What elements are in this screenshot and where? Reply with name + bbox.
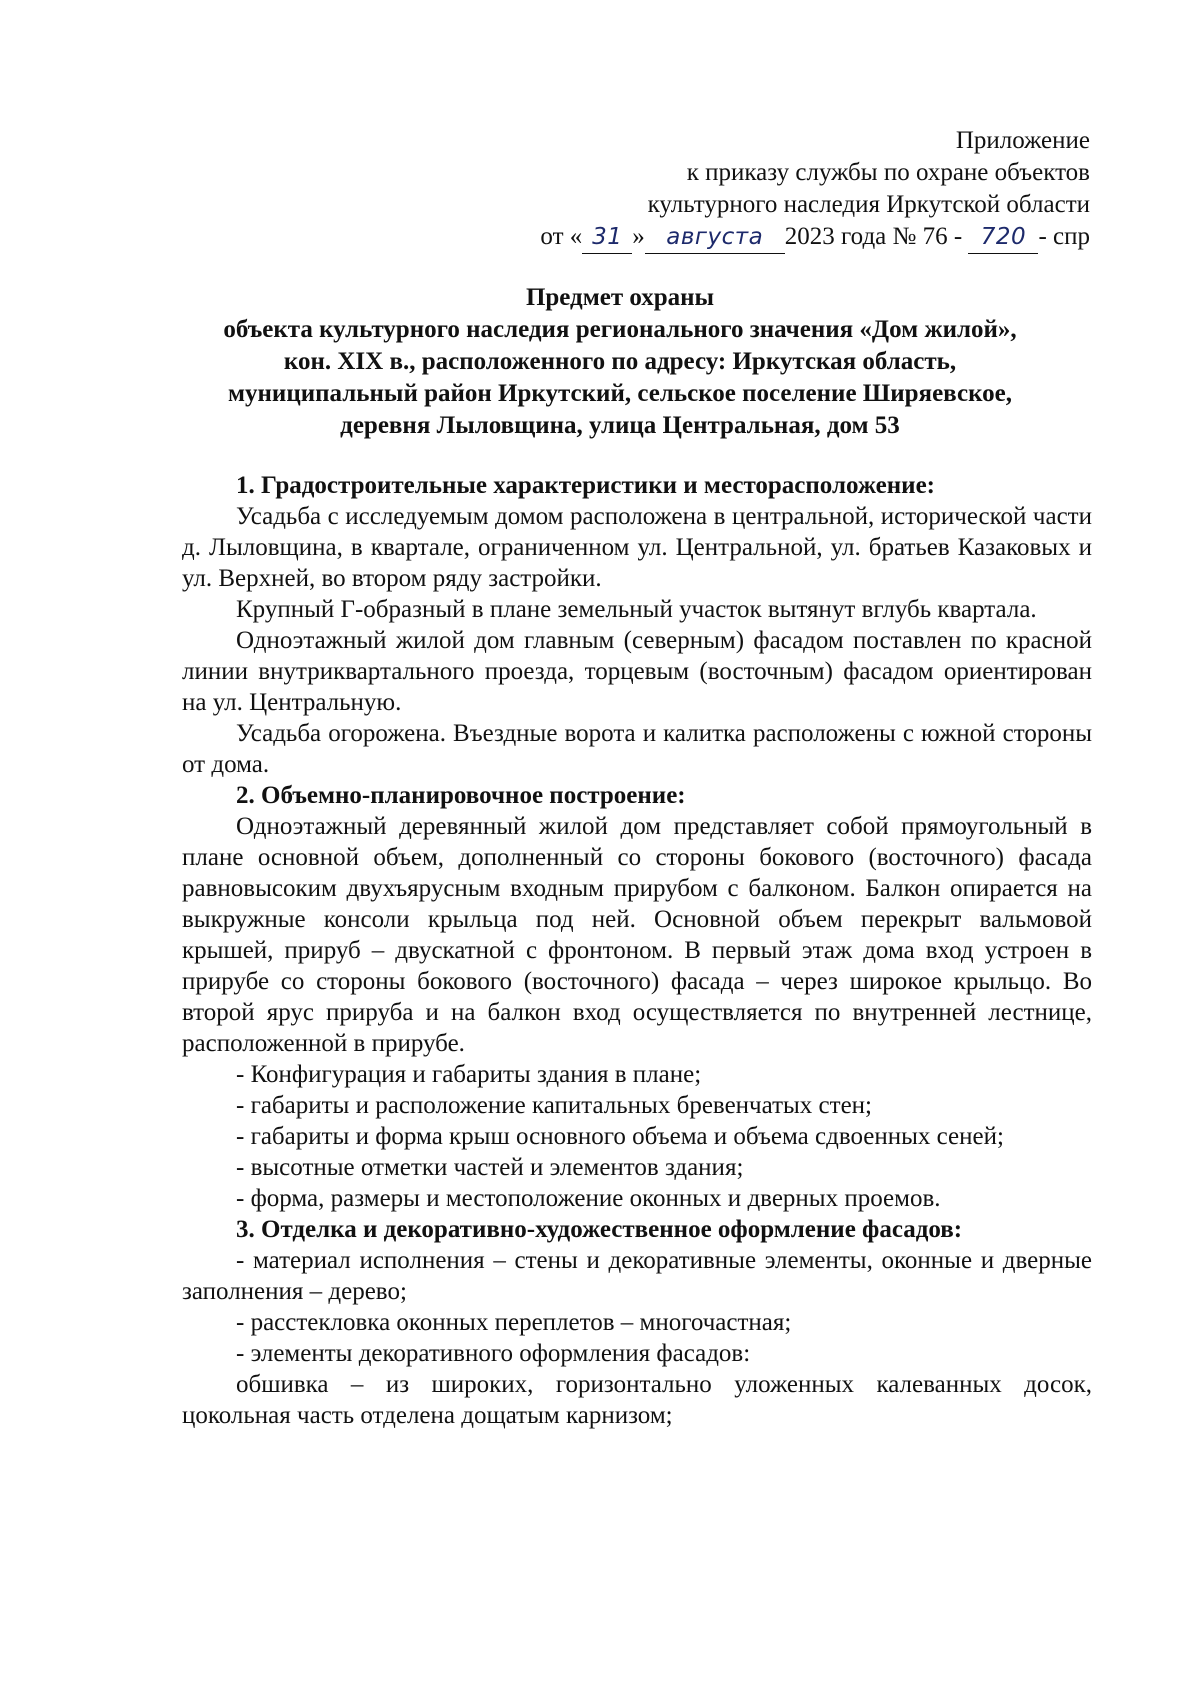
section-2-list-item: - Конфигурация и габариты здания в плане; [236, 1061, 702, 1088]
title-line-1: Предмет охраны [525, 284, 715, 311]
section-2-list-item: - высотные отметки частей и элементов здания; [236, 1154, 744, 1181]
document-title [150, 282, 1090, 442]
section-3-list-item: - элементы декоративного оформления фасадов: [236, 1340, 751, 1367]
section-1-paragraph: Усадьба с исследуемым домом расположена в центральной, исторической части д. Лыловщина, в квартале, ограниченном ул. Центральной, ул. братьев Казаковых и ул. Верхней, во втором ряду застройки. [182, 503, 1092, 592]
section-3-heading: 3. Отделка и декоративно-художественное оформление фасадов: [236, 1216, 963, 1243]
day-blank [582, 221, 632, 254]
number-suffix: - спр [1038, 223, 1090, 250]
section-1-heading: 1. Градостроительные характеристики и месторасположение: [236, 472, 935, 499]
month-blank [645, 221, 785, 254]
section-2-list-item: - габариты и форма крыш основного объема и объема сдвоенных сеней; [236, 1123, 1004, 1150]
title-line-2: объекта культурного наследия регионального значения «Дом жилой», [223, 316, 1017, 343]
section-3-paragraph: обшивка – из широких, горизонтально уложенных калеванных досок, цокольная часть отделена дощатым карнизом; [182, 1371, 1092, 1429]
number-blank [968, 221, 1038, 254]
section-2-paragraph: Одноэтажный деревянный жилой дом представляет собой прямоугольный в плане основной объем, дополненный со стороны бокового (восточного) фасада равновысоким двухъярусным входным прирубом с балконом. Балкон опирается на выкружные консоли крыльца под ней. Основной объем перекрыт вальмовой крышей, прируб – двускатной с фронтоном. В первый этаж дома вход устроен в прирубе со стороны бокового (восточного) фасада – через широкое крыльцо. Во второй ярус прируба и на балкон вход осуществляется по внутренней лестнице, расположенной в прирубе. [182, 813, 1092, 1057]
section-2-heading: 2. Объемно-планировочное построение: [236, 782, 686, 809]
title-line-5: деревня Лыловщина, улица Центральная, дом 53 [340, 412, 900, 439]
quote-close: » [632, 223, 645, 250]
month-handwritten: августа [666, 224, 764, 250]
appendix-agency: культурного наследия Иркутской области [647, 191, 1090, 218]
section-1-paragraph: Усадьба огорожена. Въездные ворота и калитка расположены с южной стороны от дома. [182, 720, 1092, 778]
number-handwritten: 720 [980, 224, 1027, 250]
document-body [182, 470, 1092, 1431]
section-1-paragraph: Крупный Г-образный в плане земельный участок вытянут вглубь квартала. [236, 596, 1037, 623]
appendix-header [540, 125, 1090, 254]
section-1-paragraph: Одноэтажный жилой дом главным (северным) фасадом поставлен по красной линии внутриквартального проезда, торцевым (восточным) фасадом ориентирован на ул. Центральную. [182, 627, 1092, 716]
appendix-date-line [540, 221, 1090, 254]
section-2-list-item: - форма, размеры и местоположение оконных и дверных проемов. [236, 1185, 941, 1212]
appendix-label: Приложение [955, 127, 1090, 154]
day-handwritten: 31 [592, 224, 623, 250]
year-and-number: 2023 года № 76 - [784, 223, 963, 250]
title-line-3: кон. XIX в., расположенного по адресу: Иркутская область, [283, 348, 957, 375]
section-2-list-item: - габариты и расположение капитальных бревенчатых стен; [236, 1092, 872, 1119]
section-3-list-item: - расстекловка оконных переплетов – многочастная; [236, 1309, 792, 1336]
section-3-list-item: - материал исполнения – стены и декоративные элементы, оконные и дверные заполнения – дерево; [182, 1247, 1092, 1305]
date-prefix: от « [540, 223, 583, 250]
title-line-4: муниципальный район Иркутский, сельское поселение Ширяевское, [228, 380, 1012, 407]
appendix-order-ref: к приказу службы по охране объектов [686, 159, 1090, 186]
